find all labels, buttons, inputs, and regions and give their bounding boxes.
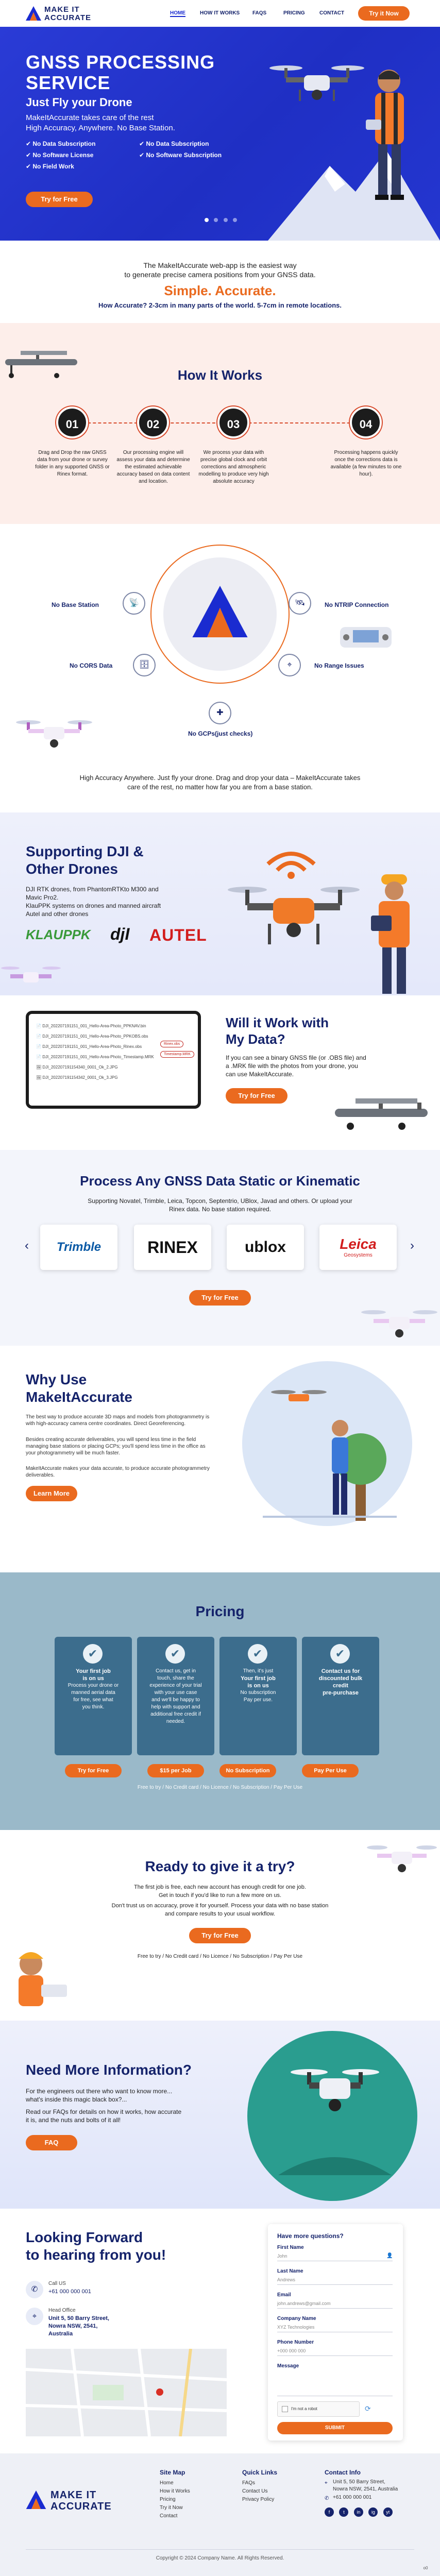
how-title: How It Works: [177, 367, 263, 383]
info-illustration: [268, 2052, 402, 2185]
captcha-box[interactable]: [277, 2401, 360, 2417]
ready-footnote: Free to try / No Credit card / No Licence / No Subscription / Pay Per Use: [137, 1954, 303, 1959]
feature-label-ntrip: No NTRIP Connection: [325, 601, 389, 608]
social-icons: [325, 2507, 393, 2517]
ublox-logo: ublox: [245, 1239, 286, 1256]
file-icon: 🖼: [36, 1065, 43, 1070]
copyright: Copyright © 2024 Company Name. All Rights Reserved.: [156, 2555, 284, 2561]
step-text-1: Drag and Drop the raw GNSS data from your drone or survey folder in any supported GNSS or Rinex format.: [35, 450, 110, 477]
trimble-logo: Trimble: [56, 1240, 101, 1254]
feature-label-cors: No CORS Data: [70, 662, 113, 669]
card-line: touch, share the: [157, 1675, 194, 1681]
hero-check-5: [26, 163, 74, 170]
card-line: with your use case: [154, 1690, 197, 1696]
hero-title-line2: SERVICE: [26, 72, 111, 93]
card-line: No subscription: [240, 1690, 276, 1696]
nav-contact[interactable]: CONTACT: [319, 10, 345, 16]
brand-klauppk: KLAUPPK: [26, 927, 91, 942]
pricing-title: Pricing: [195, 1603, 245, 1619]
call-phone[interactable]: +61 000 000 001: [48, 2289, 91, 2295]
file-row[interactable]: [36, 1031, 191, 1042]
message-textarea[interactable]: [277, 2370, 393, 2396]
quick-links-title: Quick Links: [242, 2469, 278, 2476]
check-circle-icon: ✔: [248, 1644, 267, 1664]
card-line: additional free credit if: [150, 1711, 201, 1717]
form-title: Have more questions?: [277, 2232, 344, 2240]
file-name: DJI_202207191154340_0001_Ok_2.JPG: [42, 1065, 118, 1070]
wifi-signal-icon: [263, 843, 319, 879]
formats-title: Process Any GNSS Data Static or Kinematic: [80, 1173, 360, 1189]
footer-logo-line1: MAKE IT: [50, 2489, 97, 2501]
card-line: Contact us for: [321, 1668, 360, 1674]
sitemap-list: [160, 2479, 190, 2520]
step-circle-1: 01: [56, 406, 88, 438]
file-row[interactable]: [36, 1021, 191, 1031]
footer-address-line1: Unit 5, 50 Barry Street,: [333, 2479, 385, 2485]
formats-section: [0, 1150, 440, 1346]
purple-drone-illustration: [0, 962, 62, 995]
hero: [0, 27, 440, 241]
step-text-3: We process your data with precise global clock and orbit corrections and atmospheric modelling to produce very high absolute accuracy: [198, 450, 269, 484]
phone-label: Phone Number: [277, 2340, 314, 2345]
logo-card-rinex[interactable]: [134, 1225, 211, 1270]
card-line: experience of your trial: [149, 1683, 202, 1688]
airplane-illustration: [330, 1088, 433, 1134]
why-title-line1: Why Use: [26, 1371, 87, 1387]
last-name-field[interactable]: Andrews: [277, 2275, 393, 2285]
work-desc-line2: a .MRK file with the photos from your drone, you: [226, 1062, 358, 1070]
work-section: [0, 995, 440, 1150]
email-label: Email: [277, 2292, 291, 2298]
highlight-tag-rinex: Rinex.obs: [160, 1041, 183, 1047]
hero-desc-line1: MakeItAccurate takes care of the rest: [26, 113, 154, 122]
ready-line3: Don't trust us on accuracy, prove it for yourself. Process your data with no base station: [111, 1903, 329, 1909]
check-icon: ✔: [26, 151, 33, 159]
step-text-4: Processing happens quickly once the corrections data is available (a few minutes to one hour).: [330, 450, 402, 477]
feature-circle-base-station: 📡: [123, 592, 145, 615]
card-line: manned aerial data: [71, 1690, 115, 1696]
footer-logo-line2: ACCURATE: [50, 2501, 112, 2512]
slider-dot[interactable]: [233, 218, 237, 222]
feature-circle-gcps: ✚: [209, 702, 231, 724]
info-section: [0, 2021, 440, 2209]
footer-phone[interactable]: +61 000 000 001: [333, 2495, 372, 2500]
hero-drone-illustration: [268, 58, 366, 114]
footer-location-icon: ⌖: [325, 2480, 328, 2486]
feature-label-base-station: No Base Station: [52, 601, 99, 608]
logo-mark-icon: [192, 586, 248, 637]
nav-how-it-works[interactable]: HOW IT WORKS: [200, 10, 240, 16]
logo-card-ublox[interactable]: [227, 1225, 304, 1270]
hero-title-line1: GNSS PROCESSING: [26, 52, 215, 73]
file-icon: 📄: [36, 1024, 43, 1028]
file-icon: 🖼: [36, 1075, 43, 1080]
work-try-button[interactable]: Try for Free: [226, 1088, 287, 1104]
formats-try-button[interactable]: Try for Free: [189, 1290, 251, 1306]
feature-circle-ntrip: 🛰: [289, 592, 311, 615]
card-line: credit: [333, 1683, 348, 1689]
info-title: Need More Information?: [26, 2062, 192, 2078]
dji-line1: DJI RTK drones, from PhantomRTKto M300 and: [26, 886, 159, 893]
file-name: DJI_202207191151_001_Hello-Area-Photo_Rinex.obs: [42, 1044, 142, 1049]
check-label: No Field Work: [32, 163, 74, 170]
drone-illustration: [366, 1840, 438, 1882]
pricing-card-2: [137, 1637, 214, 1755]
pricing-no-subscription-button[interactable]: No Subscription: [219, 1764, 276, 1777]
drone-illustration: [15, 715, 93, 756]
footer-logo[interactable]: [26, 2487, 129, 2513]
nav-home[interactable]: HOME: [170, 10, 185, 16]
dji-line4: Autel and other drones: [26, 910, 89, 918]
slider-dot-active[interactable]: [205, 218, 209, 222]
file-icon: 📄: [36, 1034, 43, 1039]
info-line1: For the engineers out there who want to know more...: [26, 2088, 173, 2095]
hero-person-illustration: [356, 63, 422, 207]
logo-mark-icon: [26, 6, 41, 21]
check-label: No Software Subscription: [146, 151, 222, 159]
company-field[interactable]: XYZ Technologies: [277, 2322, 393, 2332]
leica-logo: Leica: [340, 1236, 377, 1252]
map-streets: [26, 2349, 227, 2436]
work-desc-line3: can use MakeItAccurate.: [226, 1071, 294, 1078]
file-name: DJI_202207191154342_0001_Ok_3.JPG: [42, 1075, 118, 1080]
step-circle-4: 04: [350, 406, 382, 438]
sitemap-link-pricing[interactable]: Pricing: [160, 2497, 176, 2502]
intro-line2: to generate precise camera positions from your GNSS data.: [124, 270, 316, 279]
footer-phone-icon: ✆: [325, 2496, 329, 2501]
ready-line1: The first job is free, each new account has enough credit for one job.: [134, 1884, 306, 1890]
quick-link-contact[interactable]: Contact Us: [242, 2488, 268, 2494]
carousel-next-button[interactable]: ›: [410, 1239, 414, 1252]
pricing-try-button[interactable]: Try for Free: [65, 1764, 122, 1777]
check-label: No Data Subscription: [32, 140, 96, 147]
contact-title-line1: Looking Forward: [26, 2229, 143, 2245]
carousel-prev-button[interactable]: ‹: [25, 1239, 29, 1252]
sitemap-link-contact[interactable]: Contact: [160, 2513, 178, 2519]
work-title-line1: Will it Work with: [226, 1015, 329, 1030]
pricing-per-job-button[interactable]: $15 per Job: [147, 1764, 204, 1777]
header: [0, 0, 440, 27]
file-window: [26, 1011, 201, 1109]
contact-info-title: Contact Info: [325, 2469, 361, 2476]
check-circle-icon: ✔: [83, 1644, 103, 1664]
sitemap-link-try[interactable]: Try it Now: [160, 2505, 183, 2511]
logo-card-trimble[interactable]: [40, 1225, 117, 1270]
remote-controller-illustration: [335, 622, 397, 653]
how-it-works-section: [0, 323, 440, 524]
nav-pricing[interactable]: PRICING: [283, 10, 305, 16]
file-icon: 📄: [36, 1044, 43, 1049]
ready-section: [0, 1830, 440, 2021]
step-circle-3: 03: [217, 406, 249, 438]
slider-dot[interactable]: [214, 218, 218, 222]
info-line2: what's inside this magic black box?...: [26, 2096, 127, 2103]
hero-subtitle: Just Fly your Drone: [26, 96, 132, 109]
card-line: Your first job: [241, 1675, 276, 1682]
card-line: and we'll be happy to: [151, 1697, 200, 1703]
check-label: No Data Subscription: [146, 140, 209, 147]
recaptcha-icon: ⟳: [365, 2404, 371, 2413]
email-field[interactable]: john.andrews@gmail.com: [277, 2298, 393, 2309]
pricing-card-3: [219, 1637, 297, 1755]
highlight-tag-mrk: Timestamp.MRK: [160, 1051, 194, 1058]
office-label: Head Office: [48, 2308, 76, 2313]
file-icon: 📄: [36, 1055, 43, 1059]
check-icon: ✔: [139, 140, 146, 147]
office-address-line3: Australia: [48, 2331, 73, 2337]
first-name-label: First Name: [277, 2245, 304, 2250]
pricing-pay-per-use-button[interactable]: Pay Per Use: [302, 1764, 359, 1777]
check-icon: ✔: [26, 140, 33, 147]
brand-dji: djI: [110, 925, 130, 943]
dji-title-line1: Supporting DJI &: [26, 843, 144, 859]
company-label: Company Name: [277, 2316, 316, 2321]
intro-tagline: Simple. Accurate.: [164, 283, 276, 298]
logo-text-line1: MAKE IT: [44, 5, 80, 14]
leica-subtitle: Geosystems: [344, 1252, 373, 1258]
formats-line2: Rinex data. No base station required.: [168, 1206, 272, 1213]
contact-title-line2: to hearing from you!: [26, 2247, 166, 2263]
linkedin-icon[interactable]: in: [354, 2507, 363, 2517]
location-icon: ⌖: [26, 2308, 43, 2325]
last-name-label: Last Name: [277, 2268, 303, 2274]
why-section: [0, 1346, 440, 1572]
card-line: Then, it's just: [243, 1668, 274, 1674]
card-line: is on us: [247, 1683, 269, 1689]
nav-faqs[interactable]: FAQS: [252, 10, 267, 16]
logo-card-leica[interactable]: [319, 1225, 397, 1270]
quick-link-faqs[interactable]: FAQs: [242, 2480, 256, 2486]
hero-try-button[interactable]: Try for Free: [26, 192, 93, 207]
work-title-line2: My Data?: [226, 1031, 285, 1047]
check-icon: ✔: [26, 163, 33, 170]
dji-line2: Mavic Pro2.: [26, 894, 59, 901]
pricing-card-4: [302, 1637, 379, 1755]
quick-links-list: [242, 2479, 274, 2504]
nav-try-button[interactable]: Try it Now: [358, 6, 410, 21]
why-illustration: [252, 1377, 407, 1531]
info-faq-button[interactable]: FAQ: [26, 2135, 77, 2150]
instagram-icon[interactable]: ig: [368, 2507, 378, 2517]
footer-divider: [26, 2549, 414, 2550]
hero-desc-line2: High Accuracy, Anywhere. No Base Station.: [26, 124, 175, 132]
intro-section: [0, 241, 440, 323]
feature-circle-range: ⌖: [278, 654, 301, 676]
submit-button[interactable]: SUBMIT: [277, 2422, 393, 2434]
hero-check-2: [139, 140, 209, 147]
file-row[interactable]: [36, 1073, 191, 1083]
chat-widget-button[interactable]: o0: [423, 2566, 428, 2570]
pricing-footnote: Free to try / No Credit card / No Licence / No Subscription / Pay Per Use: [137, 1785, 303, 1790]
footer: [0, 2453, 440, 2576]
intro-line1: The MakeItAccurate web-app is the easiest way: [143, 261, 297, 269]
check-icon: ✔: [139, 151, 146, 159]
office-address-line2: Nowra NSW, 2541,: [48, 2323, 98, 2329]
card-line: is on us: [82, 1675, 104, 1682]
first-name-field[interactable]: John: [277, 2251, 393, 2261]
why-para2: Besides creating accurate deliverables, you will spend less time in the field managing base stations or placing GCPs; you'll spend less time in the office as your photogrammetry will be much faster.: [26, 1437, 206, 1456]
phone-icon: ✆: [26, 2281, 43, 2298]
why-para3: MakeItAccurate makes your data accurate, to produce accurate photogrammetry deliverables.: [26, 1466, 210, 1478]
phone-field[interactable]: +000 000 000: [277, 2346, 393, 2356]
check-label: No Software License: [32, 151, 94, 159]
ready-try-button[interactable]: Try for Free: [189, 1928, 251, 1943]
pilot-illustration: [0, 1938, 82, 2021]
youtube-icon[interactable]: yt: [383, 2507, 393, 2517]
check-circle-icon: ✔: [165, 1644, 185, 1664]
card-line: Your first job: [76, 1668, 111, 1674]
footer-address-line2: Nowra NSW, 2541, Australia: [333, 2486, 398, 2492]
file-name: DJI_202207191151_001_Hello-Area-Photo_PPKOBS.obs: [42, 1034, 148, 1039]
intro-accuracy: How Accurate? 2-3cm in many parts of the world. 5-7cm in remote locations.: [98, 301, 342, 309]
dji-line3: KlauPPK systems on drones and manned aircraft: [26, 902, 161, 909]
captcha-label: I'm not a robot: [291, 2406, 317, 2411]
slider-dot[interactable]: [224, 218, 228, 222]
hero-check-4: [139, 151, 222, 159]
hero-check-1: [26, 140, 95, 147]
captcha-checkbox[interactable]: [282, 2406, 288, 2412]
facebook-icon[interactable]: f: [325, 2507, 334, 2517]
card-line: for free, see what: [73, 1697, 113, 1703]
dji-section: [0, 812, 440, 995]
step-circle-2: 02: [137, 406, 169, 438]
card-line: pre-purchase: [323, 1690, 359, 1696]
ready-line4: and compare results to your usual workflow.: [165, 1911, 275, 1917]
orange-drone-illustration: [227, 879, 361, 957]
card-line: Contact us, get in: [156, 1668, 196, 1674]
card-line: help with support and: [151, 1704, 200, 1710]
card-line: Pay per use.: [243, 1697, 273, 1703]
info-line4: it is, and the nuts and bolts of it all!: [26, 2116, 121, 2124]
drone-illustration: [361, 1304, 438, 1346]
features-summary-line2: care of the rest, no matter how far you are from a base station.: [127, 783, 313, 791]
step-text-2: Our processing engine will assess your data and determine the estimated achievable accuracy based on data content and location.: [116, 450, 190, 484]
map[interactable]: [26, 2349, 227, 2436]
rinex-logo: RINEX: [147, 1238, 198, 1257]
why-learn-more-button[interactable]: Learn More: [26, 1486, 77, 1501]
features-summary-line1: High Accuracy Anywhere. Just fly your drone. Drag and drop your data – MakeItAccurate takes: [79, 774, 361, 782]
pricing-card-1: [55, 1637, 132, 1755]
quick-link-privacy[interactable]: Privacy Policy: [242, 2497, 275, 2502]
sitemap-title: Site Map: [160, 2469, 185, 2476]
sitemap-link-how[interactable]: How it Works: [160, 2488, 190, 2494]
feature-label-range: No Range Issues: [314, 662, 364, 669]
info-line3: Read our FAQs for details on how it works, how accurate: [26, 2108, 182, 2115]
file-name: DJI_202207191151_001_Hello-Area-Photo_Timestamp.MRK: [42, 1055, 154, 1059]
ready-line2: Get in touch if you'd like to run a few more on us.: [158, 1892, 282, 1899]
card-line: needed.: [166, 1719, 185, 1724]
file-name: DJI_202207191151_001_Hello-Area-Photo_PPKNAV.bin: [42, 1024, 146, 1028]
brand-autel: AUTEL: [149, 926, 207, 944]
file-row[interactable]: [36, 1062, 191, 1073]
formats-line1: Supporting Novatel, Trimble, Leica, Topcon, Septentrio, UBlox, Javad and others. Or upload your: [88, 1197, 352, 1205]
call-label: Call US: [48, 2281, 66, 2286]
engineer-illustration: [361, 869, 428, 995]
feature-circle-cors: 🗄: [133, 654, 156, 676]
card-line: Process your drone or: [67, 1683, 119, 1688]
user-icon: 👤: [386, 2253, 393, 2259]
contact-section: [0, 2209, 440, 2453]
contact-form: [268, 2224, 403, 2441]
why-para1: The best way to produce accurate 3D maps and models from photogrammetry is with high-accuracy camera centre coordinates. Direct Georeferencing.: [26, 1414, 210, 1427]
logo[interactable]: [26, 4, 93, 23]
work-desc-line1: If you can see a binary GNSS file (or .OBS file) and: [226, 1054, 366, 1061]
dji-title-line2: Other Drones: [26, 861, 118, 877]
feature-label-gcps: No GCPs(just checks): [188, 730, 253, 737]
hero-check-3: [26, 151, 93, 159]
hero-slider-dots: [205, 215, 237, 225]
check-circle-icon: ✔: [330, 1644, 350, 1664]
logo-text-line2: ACCURATE: [44, 13, 92, 22]
office-address-line1: Unit 5, 50 Barry Street,: [48, 2315, 109, 2321]
pricing-section: [0, 1572, 440, 1830]
twitter-icon[interactable]: t: [339, 2507, 348, 2517]
message-label: Message: [277, 2363, 299, 2369]
sitemap-link-home[interactable]: Home: [160, 2480, 174, 2486]
ready-title: Ready to give it a try?: [145, 1858, 295, 1874]
logo-mark-icon: [26, 2490, 46, 2509]
card-line: discounted bulk: [318, 1675, 363, 1682]
why-title-line2: MakeItAccurate: [26, 1389, 132, 1405]
card-line: you think.: [82, 1704, 105, 1710]
features-section: [0, 524, 440, 812]
